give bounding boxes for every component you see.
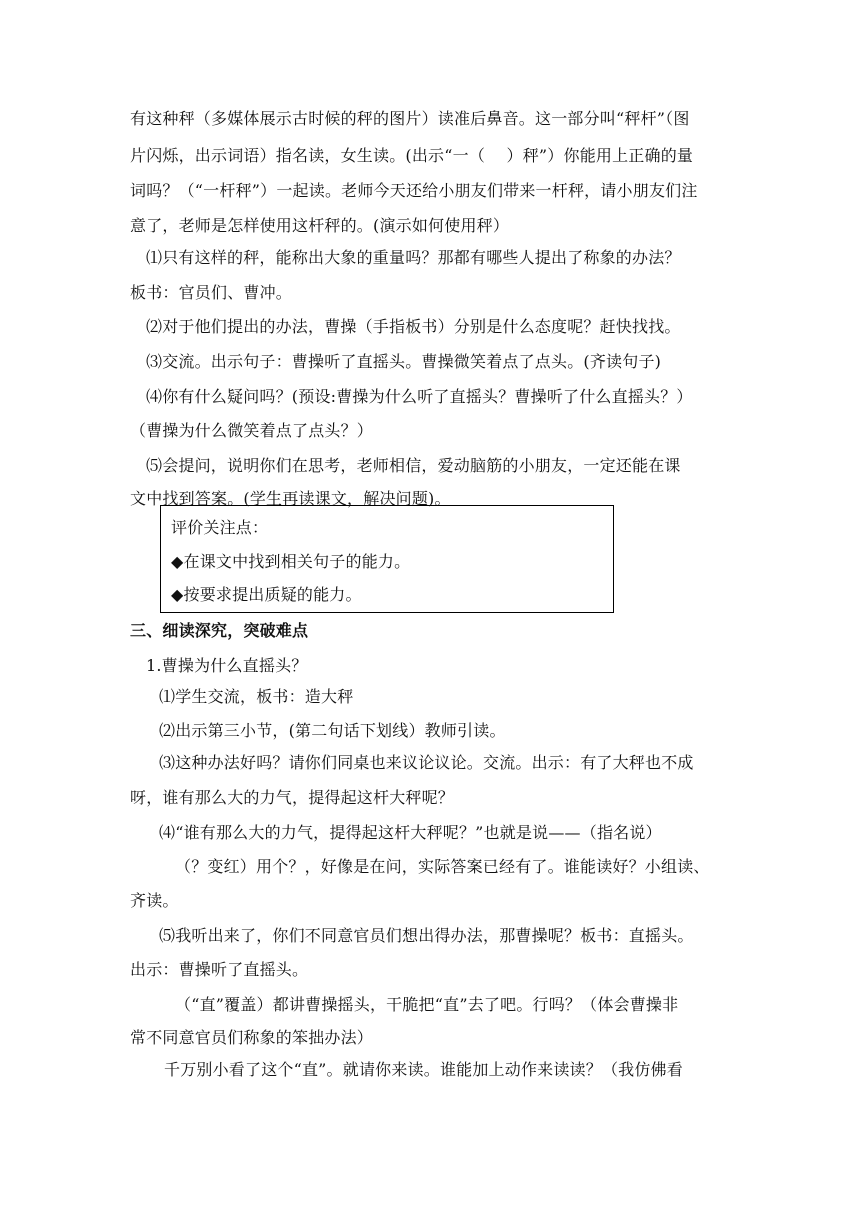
paragraph-line: ⑶这种办法好吗？请你们同桌也来议论议论。交流。出示：有了大秤也不成: [159, 753, 694, 772]
paragraph-line: ⑷你有什么疑问吗？(预设:曹操为什么听了直摇头？曹操听了什么直摇头？）: [146, 387, 693, 406]
paragraph-line: （曹操为什么微笑着点了点头？）: [130, 421, 374, 440]
paragraph-line: 1.曹操为什么直摇头？: [146, 656, 308, 675]
paragraph-line: 常不同意官员们称象的笨拙办法）: [130, 1028, 374, 1047]
paragraph-line: 文中找到答案。(学生再读课文，解决问题)。: [130, 489, 451, 508]
paragraph-line: ⑸我听出来了，你们不同意官员们想出得办法，那曹操呢？板书：直摇头。: [159, 926, 694, 945]
paragraph-line: ⑴只有这样的秤，能称出大象的重量吗？那都有哪些人提出了称象的办法？: [146, 248, 681, 267]
paragraph-line: ⑷“谁有那么大的力气，提得起这杆大秤呢？”也就是说——（指名说）: [159, 823, 662, 842]
evaluation-item: ◆按要求提出质疑的能力。: [171, 585, 362, 604]
paragraph-line: 意了，老师是怎样使用这杆秤的。(演示如何使用秤）: [130, 216, 510, 235]
paragraph-line: 出示：曹操听了直摇头。: [130, 960, 309, 979]
section-heading: 三、细读深究，突破难点: [130, 621, 309, 640]
paragraph-line: （？变红）用个？，好像是在问，实际答案已经有了。谁能读好？小组读、: [175, 857, 710, 876]
paragraph-line: ⑵出示第三小节，(第二句话下划线）教师引读。: [159, 721, 506, 740]
evaluation-item: ◆在课文中找到相关句子的能力。: [171, 552, 411, 571]
paragraph-line: ⑸会提问，说明你们在思考，老师相信，爱动脑筋的小朋友，一定还能在课: [146, 456, 681, 475]
paragraph-line: 板书：官员们、曹冲。: [130, 283, 293, 302]
evaluation-title: 评价关注点：: [171, 518, 269, 537]
paragraph-line: ⑶交流。出示句子：曹操听了直摇头。曹操微笑着点了点头。(齐读句子): [146, 352, 662, 371]
paragraph-line: 片闪烁，出示词语）指名读，女生读。(出示“一（ ）秤”）你能用上正确的量: [130, 146, 694, 165]
paragraph-line: ⑴学生交流，板书：造大秤: [159, 687, 354, 706]
paragraph-line: 呀，谁有那么大的力气，提得起这杆大秤呢？: [130, 788, 455, 807]
paragraph-line: ⑵对于他们提出的办法，曹操（手指板书）分别是什么态度呢？赶快找找。: [146, 317, 681, 336]
evaluation-box: [160, 505, 614, 613]
paragraph-line: （“直”覆盖）都讲曹操摇头，干脆把“直”去了吧。行吗？（体会曹操非: [175, 995, 679, 1014]
paragraph-line: 千万别小看了这个“直”。就请你来读。谁能加上动作来读读？（我仿佛看: [164, 1060, 683, 1079]
paragraph-line: 有这种秤（多媒体展示古时候的秤的图片）读准后鼻音。这一部分叫“秤杆”（图: [130, 109, 690, 128]
paragraph-line: 齐读。: [130, 891, 179, 910]
paragraph-line: 词吗？（“一杆秤”）一起读。老师今天还给小朋友们带来一杆秤，请小朋友们注: [130, 181, 698, 200]
